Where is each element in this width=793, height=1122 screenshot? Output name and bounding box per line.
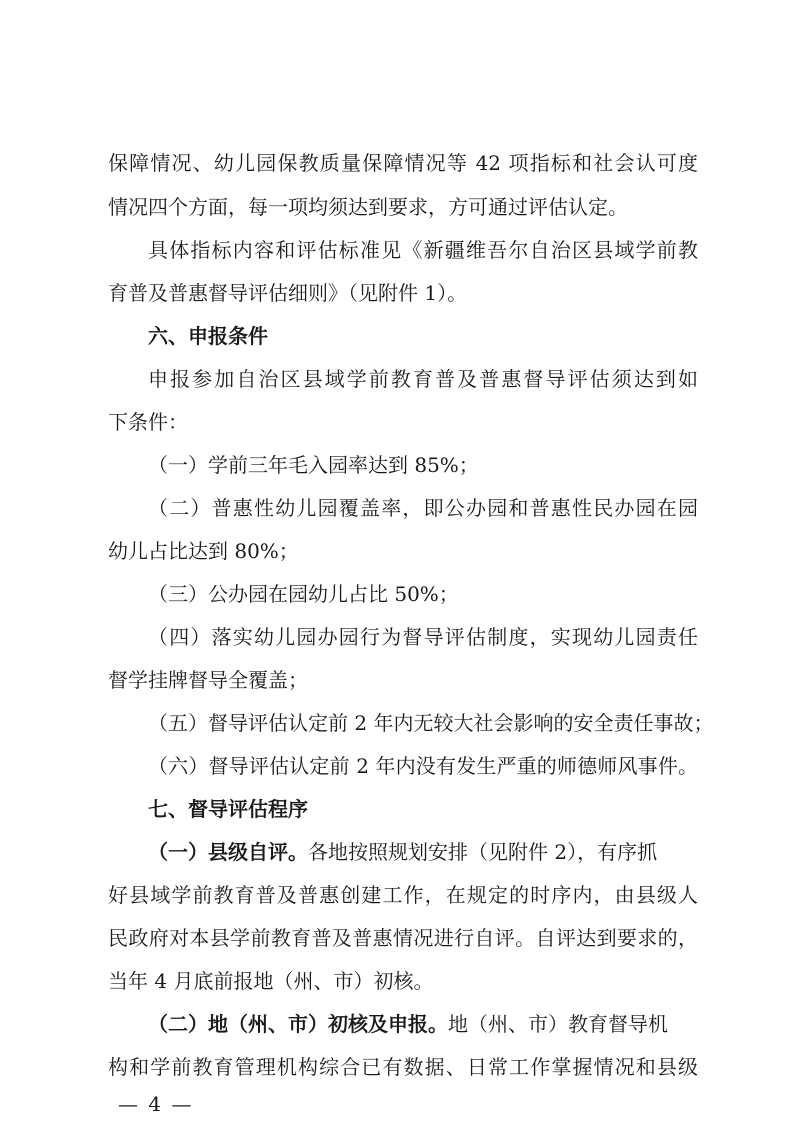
body-text: 各地按照规划安排（见附件 2），有序抓 (308, 840, 658, 864)
body-text-line: 申报参加自治区县域学前教育普及普惠督导评估须达到如 (148, 367, 698, 391)
body-text-line: 当年 4 月底前报地（州、市）初核。 (108, 969, 434, 993)
section-heading: 七、督导评估程序 (148, 797, 308, 821)
body-text-line: 幼儿占比达到 80%； (108, 539, 299, 563)
subsection-title: （二）地（州、市）初核及申报。 (148, 1012, 448, 1036)
page-number: — 4 — (118, 1092, 194, 1116)
list-item: （五）督导评估认定前 2 年内无较大社会影响的安全责任事故； (148, 711, 714, 735)
body-text-line: 育普及普惠督导评估细则》（见附件 1）。 (108, 281, 468, 305)
body-text-line: 情况四个方面，每一项均须达到要求，方可通过评估认定。 (108, 195, 628, 219)
body-text-line: 保障情况、幼儿园保教质量保障情况等 42 项指标和社会认可度 (108, 151, 698, 175)
list-item: （二）普惠性幼儿园覆盖率，即公办园和普惠性民办园在园 (148, 496, 698, 520)
body-text-line: 民政府对本县学前教育普及普惠情况进行自评。自评达到要求的， (108, 926, 698, 950)
list-item: （四）落实幼儿园办园行为督导评估制度，实现幼儿园责任 (148, 625, 698, 649)
subsection-paragraph (148, 838, 698, 866)
body-text-line: 具体指标内容和评估标准见《新疆维吾尔自治区县域学前教 (148, 238, 698, 262)
body-text-line: 督学挂牌督导全覆盖； (108, 668, 308, 692)
section-heading: 六、申报条件 (148, 324, 268, 348)
body-text: 地（州、市）教育督导机 (448, 1012, 668, 1036)
body-text-line: 下条件： (108, 410, 188, 434)
subsection-paragraph (148, 1010, 698, 1038)
list-item: （三）公办园在园幼儿占比 50%； (148, 582, 459, 606)
list-item: （六）督导评估认定前 2 年内没有发生严重的师德师风事件。 (148, 754, 698, 778)
body-text-line: 构和学前教育管理机构综合已有数据、日常工作掌握情况和县级 (108, 1055, 698, 1079)
subsection-title: （一）县级自评。 (148, 840, 308, 864)
list-item: （一）学前三年毛入园率达到 85%； (148, 453, 479, 477)
body-text-line: 好县域学前教育普及普惠创建工作，在规定的时序内，由县级人 (108, 883, 698, 907)
